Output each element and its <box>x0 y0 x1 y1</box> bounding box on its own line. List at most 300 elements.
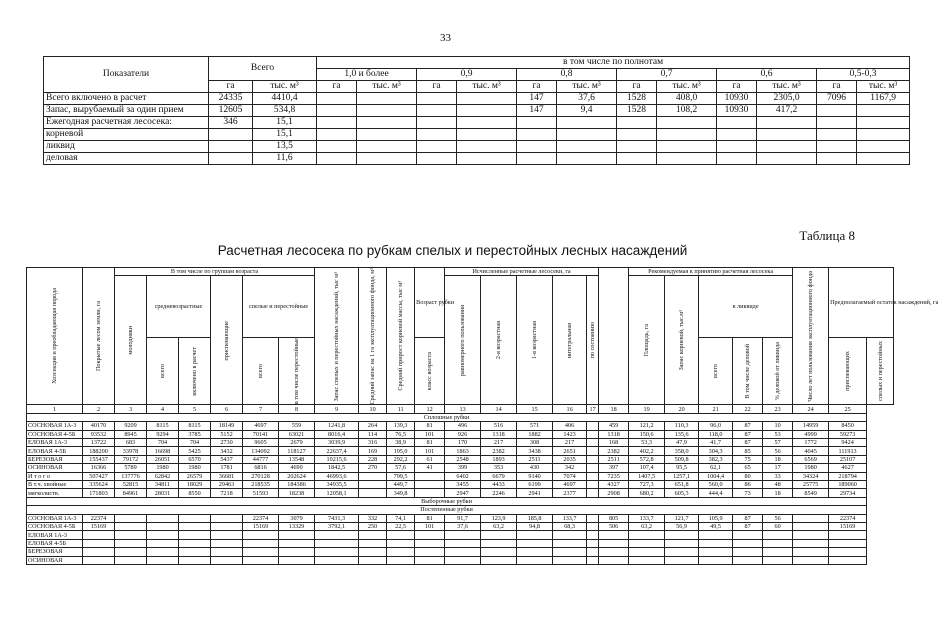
table-cell: 22374 <box>829 514 867 522</box>
column-number: 12 <box>415 405 445 413</box>
column-number: 16 <box>553 405 587 413</box>
table-cell: 17 <box>763 464 793 472</box>
table-row <box>27 430 894 438</box>
table-cell <box>359 480 387 488</box>
table-cell: 3079 <box>279 514 315 522</box>
table-cell: 316 <box>359 439 387 447</box>
table-cell: 40170 <box>83 422 115 430</box>
table-cell: 8115 <box>179 422 211 430</box>
row-label: В т.ч. хвойные <box>27 480 83 488</box>
table-cell <box>587 514 599 522</box>
header-avg-stock: Средний запас на 1 га эксплуатационного фонда, м³ <box>359 268 387 405</box>
table-cell: 22637,4 <box>315 447 359 455</box>
table-cell <box>717 117 757 129</box>
table-cell: 218535 <box>243 480 279 488</box>
table-cell: 25107 <box>829 455 867 463</box>
header-calc-col: по состоянию <box>587 276 599 405</box>
table-cell <box>757 129 817 141</box>
table-cell: 308 <box>517 439 553 447</box>
table-cell: 2246 <box>481 489 517 497</box>
header-rec-area: Площадь, га <box>629 276 665 405</box>
table-cell <box>179 514 211 522</box>
header-by-density: в том числе по полнотам <box>317 57 910 69</box>
table-cell: 1318 <box>599 430 629 438</box>
table-cell <box>517 153 557 165</box>
table-row <box>44 117 910 129</box>
table-cell <box>829 548 867 556</box>
table-cell: 6569 <box>793 455 829 463</box>
header-mature-incl: в том числе перестойные <box>279 338 315 405</box>
column-number: 11 <box>387 405 415 413</box>
table-cell: 87 <box>733 522 763 530</box>
row-label: И т о г о <box>27 472 83 480</box>
header-unit: тыс. м³ <box>557 81 617 93</box>
table-cell: 5789 <box>115 464 147 472</box>
row-label: Ежегодная расчетная лесосека: <box>44 117 209 129</box>
table-cell: 188200 <box>83 447 115 455</box>
table-cell <box>763 539 793 547</box>
table-cell: 399 <box>445 464 481 472</box>
table-cell: 2382 <box>481 447 517 455</box>
table-cell <box>243 539 279 547</box>
table-cell <box>83 548 115 556</box>
table-cell: 189060 <box>829 480 867 488</box>
header-cutting-age: Возраст рубки <box>415 268 445 338</box>
table-cell <box>359 531 387 539</box>
table-cell: 13548 <box>279 455 315 463</box>
table-cell: 34324 <box>793 472 829 480</box>
table-cell: 2382 <box>599 447 629 455</box>
column-number: 8 <box>279 405 315 413</box>
column-numbers-row <box>27 405 894 413</box>
table-cell: 1257,1 <box>665 472 699 480</box>
table-cell <box>557 153 617 165</box>
row-label: деловая <box>44 153 209 165</box>
table-cell: 4697 <box>243 422 279 430</box>
table-row <box>27 489 894 497</box>
table-cell <box>115 548 147 556</box>
table-cell: 217 <box>553 439 587 447</box>
table-cell: 62,1 <box>699 464 733 472</box>
table-cell <box>417 153 457 165</box>
table-row <box>27 472 894 480</box>
table-cell <box>665 539 699 547</box>
table-cell: 4433 <box>481 480 517 488</box>
table-label: Таблица 8 <box>799 228 855 243</box>
table-cell <box>657 153 717 165</box>
table-cell <box>553 539 587 547</box>
table-cell <box>717 141 757 153</box>
table-cell <box>717 153 757 165</box>
table-cell: 8115 <box>147 422 179 430</box>
table-cell <box>757 141 817 153</box>
table-cell: 1980 <box>793 464 829 472</box>
table-cell <box>115 531 147 539</box>
header-row <box>44 57 910 69</box>
header-section: Хозсекция и преобладающая порода <box>27 268 83 405</box>
table-cell <box>359 556 387 564</box>
table-cell: 18 <box>763 489 793 497</box>
table-cell: 14959 <box>793 422 829 430</box>
table-cell <box>763 548 793 556</box>
table-cell: 52815 <box>115 480 147 488</box>
table-cell: 85 <box>733 447 763 455</box>
table-cell: 101 <box>415 447 445 455</box>
header-rec-stock: Запас корневой, тыс.м³ <box>665 276 699 405</box>
table-cell: 51593 <box>243 489 279 497</box>
table-cell <box>211 531 243 539</box>
table-cell: 5437 <box>211 455 243 463</box>
table-cell <box>357 105 417 117</box>
table-cell <box>211 548 243 556</box>
column-number: 18 <box>599 405 629 413</box>
table-cell <box>209 141 253 153</box>
header-calc: Исчисленные расчетные лесосеки, га <box>445 268 599 276</box>
header-young: молодняки <box>115 276 147 405</box>
table-cell: 7235 <box>599 472 629 480</box>
table-cell <box>445 539 481 547</box>
table-cell: 4627 <box>829 464 867 472</box>
row-label: Запас, вырубаемый за один прием <box>44 105 209 117</box>
table-cell: 133,7 <box>629 514 665 522</box>
table-cell: 1004,4 <box>699 472 733 480</box>
table-cell <box>587 430 599 438</box>
table-cell: 1528 <box>617 93 657 105</box>
table-cell <box>387 548 415 556</box>
table-cell: 3039,9 <box>315 439 359 447</box>
table-row <box>27 531 894 539</box>
table-cell <box>587 439 599 447</box>
table-cell: 118,0 <box>699 430 733 438</box>
header-blank <box>599 268 629 405</box>
table-cell: 105,9 <box>699 514 733 522</box>
table-cell: 1423 <box>553 430 587 438</box>
table-cell <box>629 556 665 564</box>
row-label: ОСИНОВАЯ <box>27 556 83 564</box>
table-cell <box>457 141 517 153</box>
table-cell: 135,6 <box>665 430 699 438</box>
table-cell: 34935,5 <box>315 480 359 488</box>
table-cell <box>317 141 357 153</box>
table-cell <box>587 531 599 539</box>
header-unit: га <box>617 81 657 93</box>
table-cell: 170 <box>445 439 481 447</box>
row-label: БЕРЕЗОВАЯ <box>27 455 83 463</box>
table-cell: 133,7 <box>553 514 587 522</box>
table-cell: 87 <box>733 514 763 522</box>
table-cell: 16698 <box>147 447 179 455</box>
table-cell: 110,3 <box>665 422 699 430</box>
table-cell: 10930 <box>717 105 757 117</box>
table-cell: 408,0 <box>657 93 717 105</box>
table-cell: 18149 <box>211 422 243 430</box>
top-summary-table <box>43 56 910 165</box>
table-cell: 304,3 <box>699 447 733 455</box>
table-cell <box>415 548 445 556</box>
table-cell <box>415 556 445 564</box>
table-cell: 1893 <box>481 455 517 463</box>
table-cell: 353 <box>481 464 517 472</box>
table-row <box>27 447 894 455</box>
table-cell <box>481 548 517 556</box>
table-cell <box>733 531 763 539</box>
table-cell <box>481 539 517 547</box>
table-cell: 6816 <box>243 464 279 472</box>
table-cell: 430 <box>517 464 553 472</box>
table-cell: 147 <box>517 105 557 117</box>
table-cell: 292,2 <box>387 455 415 463</box>
table-cell <box>147 531 179 539</box>
table-cell <box>699 548 733 556</box>
table-cell: 61 <box>415 455 445 463</box>
table-cell <box>517 141 557 153</box>
table-cell <box>209 129 253 141</box>
table-cell <box>757 117 817 129</box>
column-number: 15 <box>517 405 553 413</box>
table-cell: 2908 <box>599 489 629 497</box>
table-cell: 123,9 <box>481 514 517 522</box>
table-cell: 228 <box>359 455 387 463</box>
table-cell: 4045 <box>793 447 829 455</box>
table-cell <box>387 539 415 547</box>
table-cell <box>599 539 629 547</box>
table-cell: 86 <box>733 480 763 488</box>
table-cell: 48 <box>763 480 793 488</box>
table-cell: 41,7 <box>699 439 733 447</box>
column-number: 4 <box>147 405 179 413</box>
header-unit: тыс. м³ <box>253 81 317 93</box>
table-cell: 59273 <box>829 430 867 438</box>
table-row <box>27 439 894 447</box>
table-cell <box>317 153 357 165</box>
table-cell: 94,8 <box>517 522 553 530</box>
table-cell <box>359 472 387 480</box>
header-unit: га <box>317 81 357 93</box>
column-number: 9 <box>315 405 359 413</box>
table-cell: 1167,9 <box>857 93 910 105</box>
table-cell: 60 <box>763 522 793 530</box>
table-cell <box>415 489 445 497</box>
table-cell: 509,8 <box>665 455 699 463</box>
table-cell: 10215,6 <box>315 455 359 463</box>
table-cell <box>415 480 445 488</box>
row-label: СОСНОВАЯ 1А-3 <box>27 422 83 430</box>
table-cell <box>211 522 243 530</box>
row-label: мягколиств. <box>27 489 83 497</box>
header-unit: га <box>209 81 253 93</box>
table-cell: 16366 <box>83 464 115 472</box>
table-row <box>44 129 910 141</box>
section-title-row <box>27 497 894 505</box>
column-number: 22 <box>733 405 763 413</box>
table-cell <box>557 129 617 141</box>
table-cell: 74,1 <box>387 514 415 522</box>
header-liquid-col: % деловой от ликвида <box>763 338 793 405</box>
table-cell <box>147 522 179 530</box>
table-cell <box>557 117 617 129</box>
table-cell: 139,3 <box>387 422 415 430</box>
table-cell: 84961 <box>115 489 147 497</box>
table-cell <box>315 548 359 556</box>
table-cell <box>279 548 315 556</box>
column-number: 2 <box>83 405 115 413</box>
table-cell: 63,2 <box>481 522 517 530</box>
table-cell: 33 <box>763 472 793 480</box>
table-cell: 560,0 <box>699 480 733 488</box>
table-cell <box>415 531 445 539</box>
header-unit: тыс. м³ <box>757 81 817 93</box>
header-by-age: В том числе по группам возраста <box>115 268 315 276</box>
table-cell: 65 <box>733 464 763 472</box>
table-cell <box>665 556 699 564</box>
row-label: корневой <box>44 129 209 141</box>
table-cell <box>665 548 699 556</box>
table-cell: 6402 <box>445 472 481 480</box>
table-title: Расчетная лесосека по рубкам спелых и перестойных лесных насаждений <box>217 243 688 258</box>
table-cell: 87 <box>733 430 763 438</box>
table-cell <box>587 489 599 497</box>
table-cell: 101 <box>415 430 445 438</box>
header-unit: тыс. м³ <box>857 81 910 93</box>
table-cell: 18029 <box>179 480 211 488</box>
table-cell <box>857 153 910 165</box>
header-density: 0,5-0,3 <box>817 69 910 81</box>
table-cell: 9424 <box>829 439 867 447</box>
table-cell: 62842 <box>147 472 179 480</box>
header-middle-incl: включено в расчет <box>179 338 211 405</box>
row-label: ОСИНОВАЯ <box>27 464 83 472</box>
table-cell <box>457 93 517 105</box>
table-cell <box>699 531 733 539</box>
header-indicator: Показатели <box>44 57 209 93</box>
table-cell: 79172 <box>115 455 147 463</box>
table-cell <box>445 548 481 556</box>
table-cell <box>733 539 763 547</box>
table-cell: 382,3 <box>699 455 733 463</box>
table-cell <box>445 556 481 564</box>
table-cell <box>317 129 357 141</box>
table-cell: 195,0 <box>387 447 415 455</box>
table-cell <box>279 531 315 539</box>
table-cell: 15169 <box>829 522 867 530</box>
table-cell: 8450 <box>829 422 867 430</box>
table-cell <box>115 556 147 564</box>
table-cell <box>147 514 179 522</box>
table-cell <box>817 117 857 129</box>
section-title: Сплошные рубки <box>27 413 867 421</box>
table-cell: 68,3 <box>553 522 587 530</box>
header-remaining-col: приспевающих <box>829 338 867 405</box>
header-liquid: в ликвиде <box>699 276 793 338</box>
table-cell <box>357 117 417 129</box>
table-cell: 121,7 <box>665 514 699 522</box>
header-density: 0,7 <box>617 69 717 81</box>
table-cell: 559 <box>279 422 315 430</box>
header-avg-growth: Средний прирост корневой массы, тыс м³ <box>387 268 415 405</box>
table-cell: 8945 <box>115 430 147 438</box>
row-label: СОСНОВАЯ 4-5Б <box>27 430 83 438</box>
table-cell: 95,5 <box>665 464 699 472</box>
table-cell: 107,4 <box>629 464 665 472</box>
table-cell: 118127 <box>279 447 315 455</box>
table-cell: 9294 <box>147 430 179 438</box>
main-cutting-table <box>26 267 938 565</box>
table-cell <box>279 556 315 564</box>
table-cell: 22374 <box>243 514 279 522</box>
table-cell: 2679 <box>279 439 315 447</box>
table-row <box>27 514 894 522</box>
column-number: 1 <box>27 405 83 413</box>
table-cell: 402,2 <box>629 447 665 455</box>
header-unit: тыс. м³ <box>457 81 517 93</box>
table-cell: 218794 <box>829 472 867 480</box>
table-cell <box>417 129 457 141</box>
table-cell: 270 <box>359 464 387 472</box>
table-cell: 114 <box>359 430 387 438</box>
table-cell <box>359 489 387 497</box>
row-label: СОСНОВАЯ 1А-3 <box>27 514 83 522</box>
table-cell: 10930 <box>717 93 757 105</box>
header-density: 1,0 и более <box>317 69 417 81</box>
header-mature-total: всего <box>243 338 279 405</box>
table-cell: 704 <box>179 439 211 447</box>
table-cell: 459 <box>599 422 629 430</box>
table-cell <box>517 548 553 556</box>
header-unit: тыс. м³ <box>357 81 417 93</box>
table-cell <box>457 153 517 165</box>
header-remaining: Предполагаемый остаток насаждений, га <box>829 268 894 338</box>
table-cell: 683 <box>115 439 147 447</box>
table-cell: 13,5 <box>253 141 317 153</box>
column-number: 17 <box>587 405 599 413</box>
table-cell: 7431,3 <box>315 514 359 522</box>
table-cell: 3455 <box>445 480 481 488</box>
table-cell: 727,3 <box>629 480 665 488</box>
header-density: 0,8 <box>517 69 617 81</box>
table-cell <box>517 129 557 141</box>
table-cell: 507427 <box>83 472 115 480</box>
table-cell: 134092 <box>243 447 279 455</box>
table-cell: 3438 <box>517 447 553 455</box>
table-cell <box>793 514 829 522</box>
table-cell <box>857 117 910 129</box>
table-cell <box>357 141 417 153</box>
table-row <box>27 455 894 463</box>
header-liquid-col: В том числе деловой <box>733 338 763 405</box>
table-cell: 22374 <box>83 514 115 522</box>
table-cell <box>415 472 445 480</box>
table-cell: 13722 <box>83 439 115 447</box>
table-cell <box>243 548 279 556</box>
table-cell: 926 <box>445 430 481 438</box>
table-cell <box>553 531 587 539</box>
header-unit: га <box>517 81 557 93</box>
table-cell <box>717 129 757 141</box>
table-cell: 270128 <box>243 472 279 480</box>
table-cell <box>315 556 359 564</box>
table-cell <box>657 129 717 141</box>
column-number: 21 <box>699 405 733 413</box>
table-cell: 397 <box>599 464 629 472</box>
table-cell: 2511 <box>517 455 553 463</box>
table-cell <box>763 531 793 539</box>
table-cell: 217 <box>481 439 517 447</box>
table-cell: 8549 <box>793 489 829 497</box>
header-area: Покрытые лесом земли, га <box>83 268 115 405</box>
table-cell: 2941 <box>517 489 553 497</box>
table-cell: 53,3 <box>629 439 665 447</box>
table-cell <box>517 117 557 129</box>
